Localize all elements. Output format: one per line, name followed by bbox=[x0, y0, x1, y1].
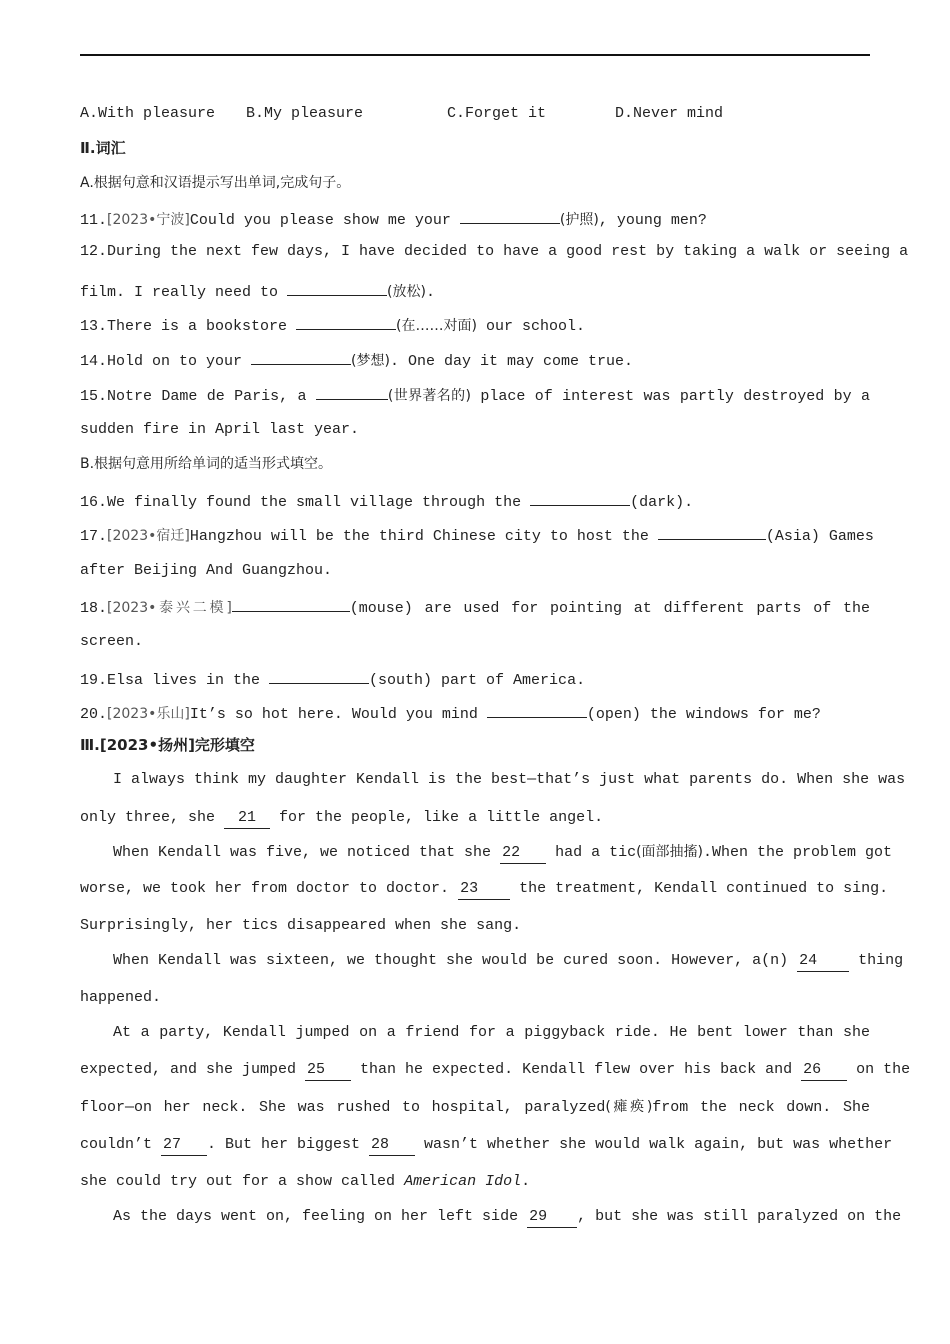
p2-chinese-note: (面部抽搐) bbox=[636, 844, 704, 860]
q18-source: [2023•泰兴二模] bbox=[107, 600, 232, 616]
p4-line3-a: floor—on her neck. She was rushed to hospital, paralyzed bbox=[80, 1099, 606, 1116]
p4-line5-a: she could try out for a show called bbox=[80, 1173, 405, 1190]
choice-b: B.My pleasure bbox=[246, 105, 364, 122]
q20-answer-blank[interactable] bbox=[487, 701, 587, 718]
cloze-blank-26[interactable]: 26 bbox=[801, 1060, 847, 1081]
p3-line-2: happened. bbox=[80, 989, 162, 1006]
q17-text-after: (Asia) Games bbox=[765, 528, 874, 545]
q19-text-before: 19.Elsa lives in the bbox=[80, 672, 270, 689]
p5-text-before: As the days went on, feeling on her left side bbox=[113, 1208, 528, 1225]
q19-text-after: (south) part of America. bbox=[369, 672, 586, 689]
p1-text-before: only three, she bbox=[80, 809, 225, 826]
q17-line-2: after Beijing And Guangzhou. bbox=[80, 562, 333, 579]
q20-source: [2023•乐山] bbox=[107, 706, 190, 722]
q14-text-after: . One day it may come true. bbox=[389, 353, 634, 370]
q11-answer-blank[interactable] bbox=[460, 207, 560, 224]
q11-text-after: , young men? bbox=[598, 212, 707, 229]
p4-line2-b: than he expected. Kendall flew over his back and bbox=[351, 1061, 802, 1078]
p5-line-1 bbox=[113, 1207, 902, 1228]
p3-text-before: When Kendall was sixteen, we thought she would be cured soon. However, a(n) bbox=[113, 952, 798, 969]
p4-line4-b: . But her biggest bbox=[207, 1136, 370, 1153]
q15-line-1 bbox=[80, 383, 870, 407]
p4-line5-b: . bbox=[521, 1173, 531, 1190]
q18-answer-blank[interactable] bbox=[232, 595, 350, 612]
p4-line-3 bbox=[80, 1097, 870, 1118]
q15-text-before: 15.Notre Dame de Paris, a bbox=[80, 388, 316, 405]
p2-line-3: Surprisingly, her tics disappeared when she sang. bbox=[80, 917, 522, 934]
q13-text-after: our school. bbox=[476, 318, 586, 335]
q12-answer-blank[interactable] bbox=[287, 279, 387, 296]
question-16 bbox=[80, 489, 870, 513]
p4-line2-a: expected, and she jumped bbox=[80, 1061, 306, 1078]
cloze-blank-27[interactable]: 27 bbox=[161, 1135, 207, 1156]
q11-source: [2023•宁波] bbox=[107, 212, 190, 228]
cloze-blank-25[interactable]: 25 bbox=[305, 1060, 351, 1081]
q11-text-before: Could you please show me your bbox=[189, 212, 460, 229]
p3-line-1 bbox=[113, 951, 904, 972]
q13-answer-blank[interactable] bbox=[296, 313, 396, 330]
p4-line2-c: on the bbox=[847, 1061, 911, 1078]
p4-line-1: At a party, Kendall jumped on a friend for a piggyback ride. He bent lower than she bbox=[113, 1024, 870, 1041]
q18-number: 18. bbox=[80, 600, 108, 617]
cloze-blank-23[interactable]: 23 bbox=[458, 879, 510, 900]
question-14 bbox=[80, 348, 870, 372]
q13-hint: (在……对面) bbox=[396, 318, 477, 334]
q14-answer-blank[interactable] bbox=[251, 348, 351, 365]
p3-text-after: thing bbox=[849, 952, 904, 969]
choice-a: A.With pleasure bbox=[80, 105, 216, 122]
question-11 bbox=[80, 207, 870, 231]
q16-text-after: (dark). bbox=[630, 494, 694, 511]
q12-line-1: 12.During the next few days, I have decided to have a good rest by taking a walk or seeing a bbox=[80, 243, 909, 260]
q16-text-before: 16.We finally found the small village through the bbox=[80, 494, 531, 511]
q17-text-before: Hangzhou will be the third Chinese city to host the bbox=[189, 528, 658, 545]
q11-hint: (护照) bbox=[559, 212, 599, 228]
question-19 bbox=[80, 667, 870, 691]
p2-line2-before: worse, we took her from doctor to doctor. bbox=[80, 880, 459, 897]
q16-answer-blank[interactable] bbox=[530, 489, 630, 506]
cloze-blank-24[interactable]: 24 bbox=[797, 951, 849, 972]
q20-number: 20. bbox=[80, 706, 108, 723]
q20-text-before: It’s so hot here. Would you mind bbox=[189, 706, 487, 723]
q17-number: 17. bbox=[80, 528, 108, 545]
q15-line-2: sudden fire in April last year. bbox=[80, 421, 360, 438]
p5-text-after: , but she was still paralyzed on the bbox=[577, 1208, 902, 1225]
q15-text-after: place of interest was partly destroyed by a bbox=[471, 388, 870, 405]
q15-hint: (世界著名的) bbox=[387, 388, 471, 404]
q15-answer-blank[interactable] bbox=[316, 383, 388, 400]
p2-text-before: When Kendall was five, we noticed that she bbox=[113, 844, 501, 861]
q12-line-2 bbox=[80, 279, 870, 303]
q17-line-1 bbox=[80, 523, 874, 547]
p2-text-mid: had a tic bbox=[546, 844, 637, 861]
part-b-instruction: B.根据句意用所给单词的适当形式填空。 bbox=[80, 456, 333, 472]
p4-line-5 bbox=[80, 1172, 870, 1192]
cloze-blank-21[interactable]: 21 bbox=[224, 808, 270, 829]
q20-text-after: (open) the windows for me? bbox=[586, 706, 821, 723]
p2-line-2 bbox=[80, 879, 889, 900]
q18-text-after: (mouse) are used for pointing at different parts of the bbox=[349, 600, 870, 617]
q17-answer-blank[interactable] bbox=[658, 523, 766, 540]
p2-line2-after: the treatment, Kendall continued to sing. bbox=[510, 880, 889, 897]
p2-text-after: .When the problem got bbox=[703, 844, 893, 861]
choice-c: C.Forget it bbox=[447, 105, 547, 122]
q13-text-before: 13.There is a bookstore bbox=[80, 318, 297, 335]
p4-line-2 bbox=[80, 1060, 911, 1081]
q12-hint: (放松) bbox=[387, 284, 426, 300]
p4-line4-c: wasn’t whether she would walk again, but was whether bbox=[415, 1136, 893, 1153]
q14-text-before: 14.Hold on to your bbox=[80, 353, 252, 370]
q12-text-before: film. I really need to bbox=[80, 284, 288, 301]
top-divider bbox=[80, 54, 870, 56]
q18-line-2: screen. bbox=[80, 633, 144, 650]
p4-line3-b: from the neck down. She bbox=[652, 1099, 870, 1116]
p2-line-1 bbox=[113, 842, 893, 864]
section-3-title: Ⅲ.[2023•扬州]完形填空 bbox=[80, 736, 255, 754]
q19-answer-blank[interactable] bbox=[269, 667, 369, 684]
question-20 bbox=[80, 701, 870, 725]
cloze-blank-28[interactable]: 28 bbox=[369, 1135, 415, 1156]
p1-line-2 bbox=[80, 808, 870, 829]
p4-line-4 bbox=[80, 1135, 893, 1156]
cloze-blank-22[interactable]: 22 bbox=[500, 843, 546, 864]
section-2-title: Ⅱ.词汇 bbox=[80, 139, 126, 157]
show-title: American Idol bbox=[404, 1173, 522, 1190]
q18-line-1 bbox=[80, 595, 870, 619]
cloze-blank-29[interactable]: 29 bbox=[527, 1207, 577, 1228]
p1-line-1: I always think my daughter Kendall is the best—that’s just what parents do. When she was bbox=[113, 771, 906, 788]
q14-hint: (梦想) bbox=[351, 353, 390, 369]
choice-d: D.Never mind bbox=[615, 105, 724, 122]
question-13 bbox=[80, 313, 870, 337]
q12-text-after: . bbox=[425, 284, 435, 301]
q17-source: [2023•宿迁] bbox=[107, 528, 190, 544]
p4-line4-a: couldn’t bbox=[80, 1136, 162, 1153]
q11-number: 11. bbox=[80, 212, 108, 229]
part-a-instruction: A.根据句意和汉语提示写出单词,完成句子。 bbox=[80, 175, 351, 191]
p1-text-after: for the people, like a little angel. bbox=[270, 809, 604, 826]
p4-chinese-note: (瘫痪) bbox=[605, 1099, 653, 1115]
